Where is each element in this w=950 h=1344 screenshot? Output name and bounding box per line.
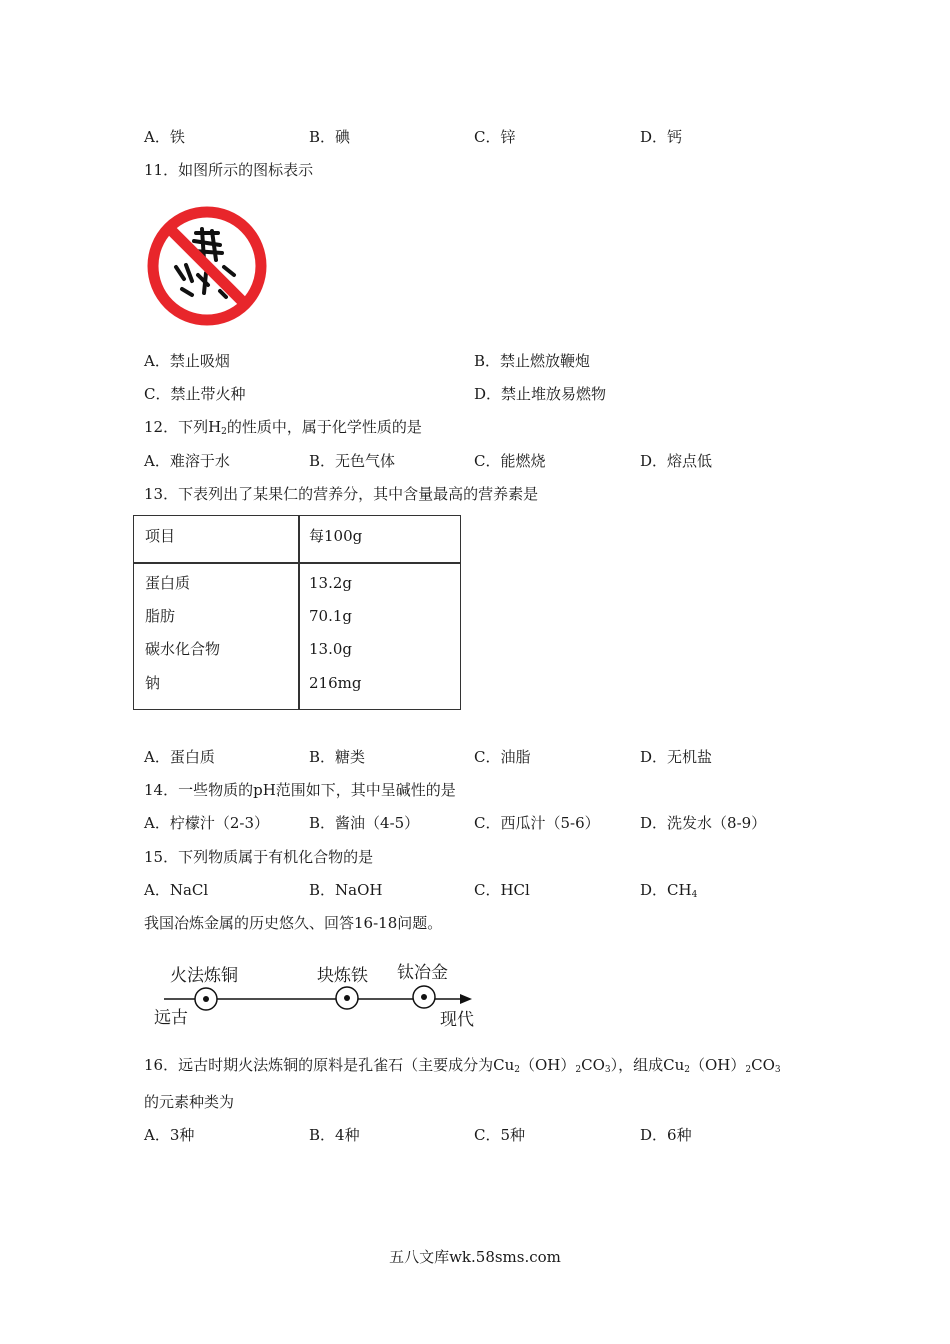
q13-option-d: D．无机盐 — [640, 748, 713, 766]
q12-option-d: D．熔点低 — [640, 452, 713, 470]
page-footer-watermark: 五八文库wk.58sms.com — [389, 1248, 561, 1266]
q11-stem: 11．如图所示的图标表示 — [144, 161, 314, 179]
q10-option-d: D．钙 — [640, 128, 683, 146]
q16-option-c: C．5种 — [474, 1126, 526, 1144]
metallurgy-timeline — [150, 955, 480, 1030]
q14-option-b: B．酱油（4-5） — [309, 814, 420, 832]
table-row-label: 钠 — [145, 674, 161, 692]
q14-option-c: C．西瓜汁（5-6） — [474, 814, 600, 832]
q16-option-d: D．6种 — [640, 1126, 692, 1144]
q12-option-a: A．难溶于水 — [144, 452, 230, 470]
table-row-value: 13.2g — [309, 574, 353, 592]
table-row-value: 70.1g — [309, 607, 353, 625]
timeline-end-label: 现代 — [440, 1010, 474, 1030]
section-intro: 我国冶炼金属的历史悠久、回答16-18问题。 — [144, 914, 443, 932]
table-header-per100g: 每100g — [309, 527, 363, 545]
q16-stem-line2: 的元素种类为 — [144, 1093, 235, 1111]
q13-option-b: B．糖类 — [309, 748, 366, 766]
q12-option-b: B．无色气体 — [309, 452, 396, 470]
q15-option-b: B．NaOH — [309, 881, 383, 899]
q16-stem-line1: 16．远古时期火法炼铜的原料是孔雀石（主要成分为$Cu_2(OH)_2CO_3$），组成$Cu_2(OH)_2CO_3$ — [144, 1056, 781, 1075]
q11-option-b: B．禁止燃放鞭炮 — [474, 352, 591, 370]
table-row-value: 13.0g — [309, 640, 353, 658]
q11-option-d: D．禁止堆放易燃物 — [474, 385, 607, 403]
timeline-event-titanium: 钛冶金 — [397, 963, 448, 983]
q15-option-a: A．NaCl — [144, 881, 209, 899]
table-header-item: 项目 — [145, 527, 176, 545]
table-row-label: 碳水化合物 — [145, 640, 221, 658]
q11-option-a: A．禁止吸烟 — [144, 352, 230, 370]
table-row-label: 蛋白质 — [145, 574, 191, 592]
nutrition-table — [133, 515, 461, 710]
q11-option-c: C．禁止带火种 — [144, 385, 246, 403]
q16-option-a: A．3种 — [144, 1126, 195, 1144]
q16-option-b: B．4种 — [309, 1126, 360, 1144]
q14-stem: 14．一些物质的pH范围如下，其中呈碱性的是 — [144, 781, 456, 799]
q13-option-a: A．蛋白质 — [144, 748, 215, 766]
no-fire-source-sign-icon — [146, 205, 268, 327]
q10-option-a: A．铁 — [144, 128, 185, 146]
q15-option-d: D．$CH_4$ — [640, 881, 698, 900]
q10-option-b: B．碘 — [309, 128, 351, 146]
timeline-event-fire-copper: 火法炼铜 — [170, 966, 238, 986]
q15-option-c: C．HCl — [474, 881, 530, 899]
q12-option-c: C．能燃烧 — [474, 452, 546, 470]
timeline-start-label: 远古 — [154, 1008, 188, 1028]
q14-option-a: A．柠檬汁（2-3） — [144, 814, 269, 832]
q10-option-c: C．锌 — [474, 128, 516, 146]
q15-stem: 15．下列物质属于有机化合物的是 — [144, 848, 374, 866]
q13-option-c: C．油脂 — [474, 748, 531, 766]
q12-stem: 12．下列$H_2$的性质中，属于化学性质的是 — [144, 418, 422, 437]
table-row-label: 脂肪 — [145, 607, 176, 625]
q13-stem: 13．下表列出了某果仁的营养分，其中含量最高的营养素是 — [144, 485, 539, 503]
timeline-event-bloomery-iron: 块炼铁 — [317, 966, 368, 986]
table-row-value: 216mg — [309, 674, 362, 692]
q14-option-d: D．洗发水（8-9） — [640, 814, 767, 832]
